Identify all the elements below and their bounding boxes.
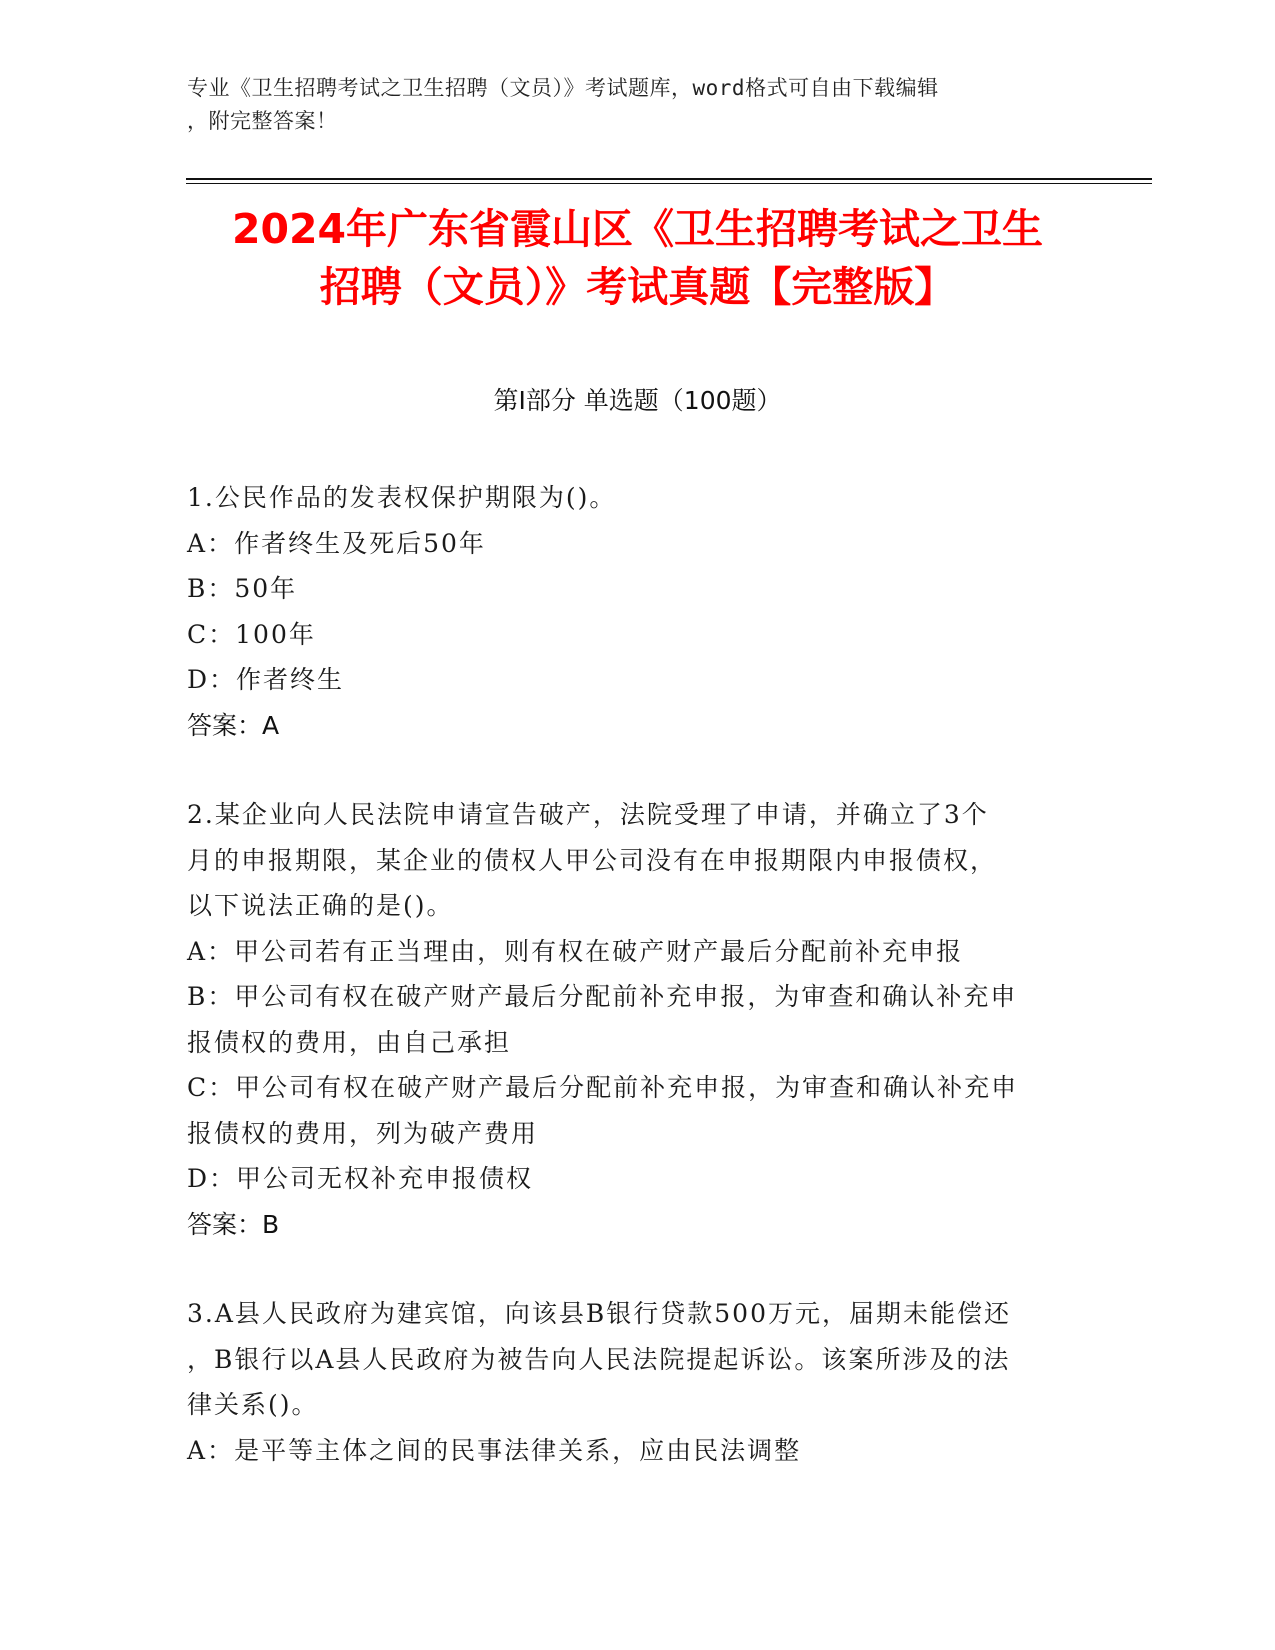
answer-line: 答案：A <box>187 710 280 740</box>
question-item <box>187 1291 1087 1473</box>
question-stem: 3.A县人民政府为建宾馆，向该县B银行贷款500万元，届期未能偿还 <box>187 1299 1011 1328</box>
option-b <box>187 974 1087 1020</box>
option-c <box>187 1065 1087 1111</box>
option-a <box>187 521 1087 567</box>
option-a <box>187 1428 1087 1474</box>
question-stem: 1.公民作品的发表权保护期限为()。 <box>187 483 617 512</box>
option-a <box>187 929 1087 975</box>
option-text: 50年 <box>234 574 298 603</box>
option-text: 100年 <box>235 619 316 649</box>
option-text: 甲公司有权在破产财产最后分配前补充申报，为审查和确认补充申 <box>235 1073 1019 1102</box>
option-b-continued: 报债权的费用，由自己承担 <box>187 1027 512 1057</box>
title-line: 招聘（文员）》考试真题【完整版】 <box>319 263 956 311</box>
option-label: A： <box>187 1435 235 1465</box>
option-text: 甲公司若有正当理由，则有权在破产财产最后分配前补充申报 <box>234 936 964 966</box>
option-label: B： <box>187 982 235 1011</box>
question-stem: 2.某企业向人民法院申请宣告破产，法院受理了申请，并确立了3个 <box>187 800 989 829</box>
question-stem: ，B银行以A县人民政府为被告向人民法院提起诉讼。该案所涉及的法 <box>187 1344 1011 1374</box>
header-divider <box>186 178 1152 180</box>
option-b <box>187 566 1087 612</box>
option-label: D： <box>187 665 237 694</box>
question-stem: 月的申报期限，某企业的债权人甲公司没有在申报期限内申报债权， <box>187 845 998 875</box>
header-note <box>187 72 1087 138</box>
question-list <box>187 475 1087 1517</box>
title-line: 2024年广东省霞山区《卫生招聘考试之卫生 <box>231 205 1044 253</box>
option-label: A： <box>187 528 235 558</box>
option-label: D： <box>187 1164 237 1193</box>
option-text: 甲公司无权补充申报债权 <box>236 1164 534 1193</box>
option-d <box>187 657 1087 703</box>
option-label: B： <box>187 574 235 603</box>
header-note-line: 专业《卫生招聘考试之卫生招聘（文员）》考试题库，word格式可自由下载编辑 <box>187 76 939 100</box>
header-note-line: ，附完整答案！ <box>187 109 338 133</box>
option-text: 甲公司有权在破产财产最后分配前补充申报，为审查和确认补充申 <box>234 982 1018 1011</box>
option-text: 作者终生及死后50年 <box>234 528 486 558</box>
option-label: C： <box>187 619 236 649</box>
option-text: 作者终生 <box>236 665 345 694</box>
question-stem: 以下说法正确的是()。 <box>187 891 454 920</box>
question-stem: 律关系()。 <box>187 1390 319 1419</box>
section-heading: 第Ⅰ部分 单选题（100题） <box>493 386 782 415</box>
option-c <box>187 612 1087 658</box>
option-c-continued: 报债权的费用，列为破产费用 <box>187 1118 539 1148</box>
option-text: 是平等主体之间的民事法律关系，应由民法调整 <box>234 1435 802 1465</box>
question-item <box>187 475 1087 748</box>
question-item <box>187 792 1087 1247</box>
option-label: A： <box>187 936 235 966</box>
header-divider-thin <box>186 183 1152 184</box>
option-label: C： <box>187 1073 236 1102</box>
answer-line: 答案：B <box>187 1209 280 1239</box>
option-d <box>187 1156 1087 1202</box>
document-title <box>150 200 1125 316</box>
